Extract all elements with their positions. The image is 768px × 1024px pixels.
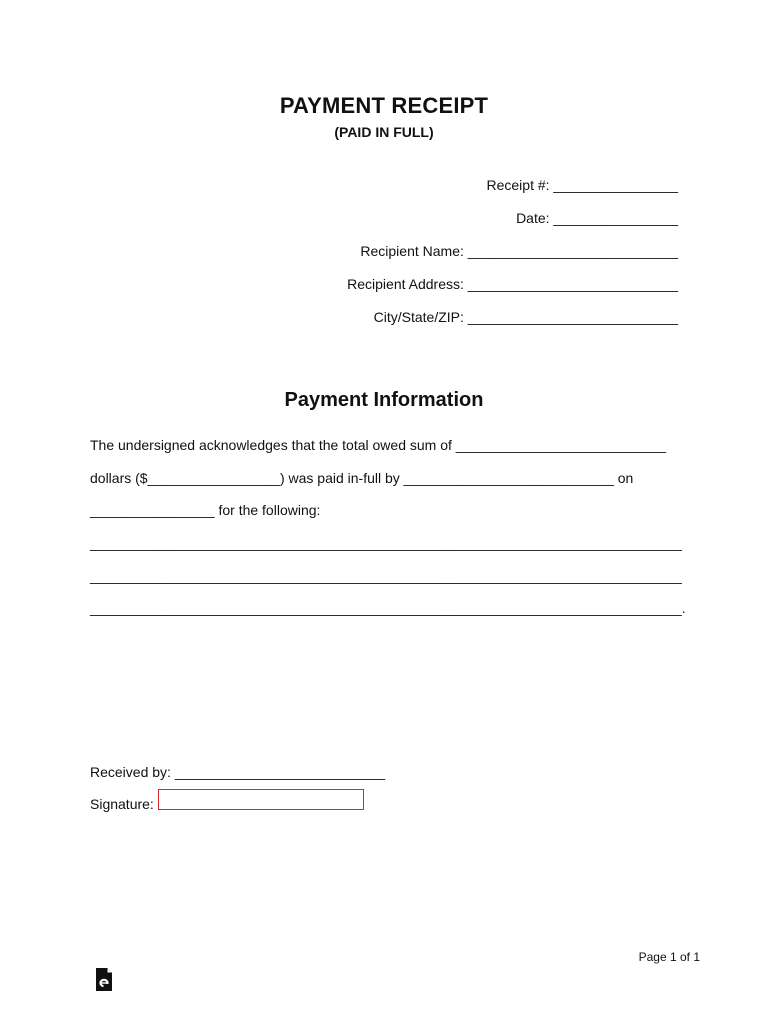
payment-statement-line-2[interactable]: dollars ($_________________) was paid in-full by ___________________________ on [90,470,634,486]
signature-label: Signature: [90,796,154,812]
date-field[interactable]: Date: ________________ [516,210,678,226]
recipient-name-field[interactable]: Recipient Name: ___________________________ [360,243,678,259]
description-blank-line-1[interactable]: ____________________________________________________________________________ [90,535,682,551]
received-by-field[interactable]: Received by: ___________________________ [90,764,386,780]
eforms-logo-icon [95,966,113,992]
document-subtitle: (PAID IN FULL) [334,124,434,140]
description-blank-line-2[interactable]: ____________________________________________________________________________ [90,568,682,584]
payment-information-heading: Payment Information [284,389,484,411]
receipt-number-field[interactable]: Receipt #: ________________ [486,177,678,193]
description-blank-line-3[interactable]: ____________________________________________________________________________. [90,600,686,616]
city-state-zip-field[interactable]: City/State/ZIP: ___________________________ [373,309,678,325]
recipient-address-field[interactable]: Recipient Address: ___________________________ [347,276,678,292]
payment-statement-line-1[interactable]: The undersigned acknowledges that the total owed sum of ___________________________ [90,437,667,453]
document-title: PAYMENT RECEIPT [279,93,489,118]
page-number: Page 1 of 1 [638,950,700,964]
payment-statement-line-3[interactable]: ________________ for the following: [90,502,321,518]
signature-input-box[interactable] [158,789,364,810]
